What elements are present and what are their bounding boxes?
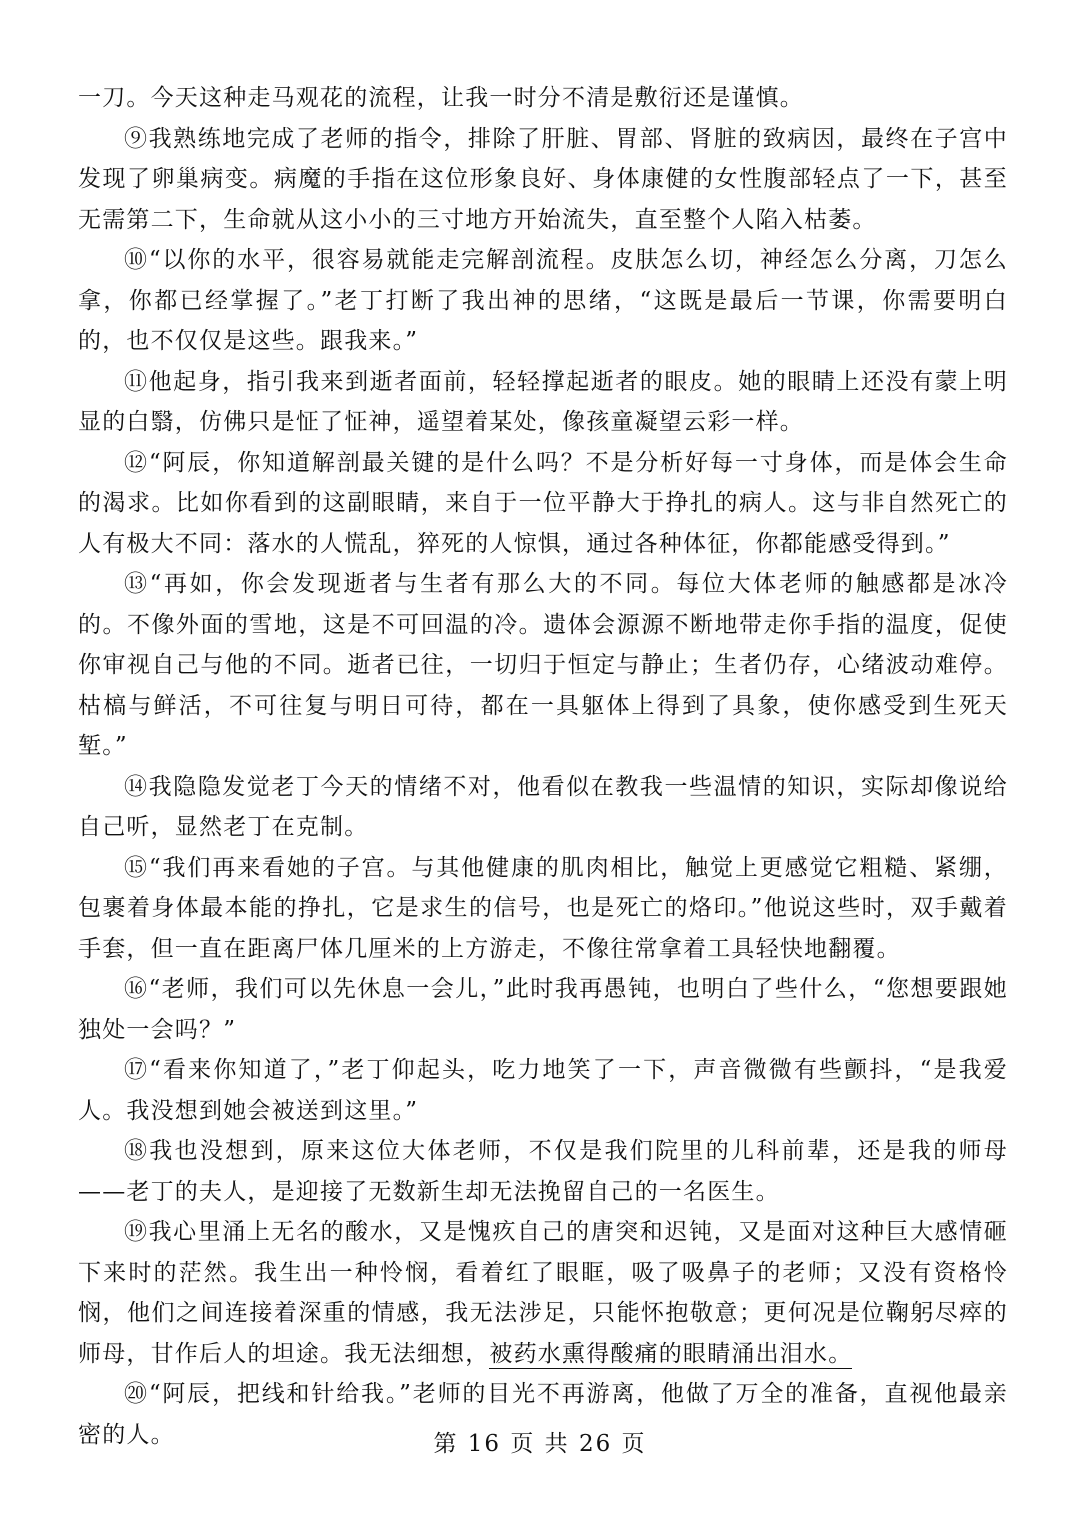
document-body: [78, 78, 1008, 1455]
paragraph-9: ⑨我熟练地完成了老师的指令，排除了肝脏、胃部、肾脏的致病因，最终在子宫中发现了卵巢病变。病魔的手指在这位形象良好、身体康健的女性腹部轻点了一下，甚至无需第二下，生命就从这小小的三寸地方开始流失，直至整个人陷入枯萎。: [78, 125, 1008, 233]
paragraph-12: ⑫“阿辰，你知道解剖最关键的是什么吗？不是分析好每一寸身体，而是体会生命的渴求。比如你看到的这副眼睛，来自于一位平静大于挣扎的病人。这与非自然死亡的人有极大不同：落水的人慌乱，猝死的人惊惧，通过各种体征，你都能感受得到。”: [78, 449, 1008, 557]
paragraph-10: ⑩“以你的水平，很容易就能走完解剖流程。皮肤怎么切，神经怎么分离，刀怎么拿，你都已经掌握了。”老丁打断了我出神的思绪，“这既是最后一节课，你需要明白的，也不仅仅是这些。跟我来。”: [78, 247, 1008, 354]
page-number-footer: 第 16 页 共 26 页: [433, 1431, 647, 1457]
paragraph-19-text: ⑲我心里涌上无名的酸水，又是愧疚自己的唐突和迟钝，又是面对这种巨大感情砸下来时的茫然。我生出一种怜悯，看着红了眼眶，吸了吸鼻子的老师；又没有资格怜悯，他们之间连接着深重的情感，我无法涉足，只能怀抱敬意；更何况是位鞠躬尽瘁的师母，甘作后人的坦途。我无法细想，: [78, 1219, 1008, 1367]
paragraph-continuation: 一刀。今天这种走马观花的流程，让我一时分不清是敷衍还是谨慎。: [78, 85, 804, 111]
paragraph-13: ⑬“再如，你会发现逝者与生者有那么大的不同。每位大体老师的触感都是冰冷的。不像外面的雪地，这是不可回温的冷。遗体会源源不断地带走你手指的温度，促使你审视自己与他的不同。逝者已往，一切归于恒定与静止；生者仍存，心绪波动难停。枯槁与鲜活，不可往复与明日可待，都在一具躯体上得到了具象，使你感受到生死天堑。”: [78, 571, 1008, 759]
paragraph-11: ⑪他起身，指引我来到逝者面前，轻轻撑起逝者的眼皮。她的眼睛上还没有蒙上明显的白翳，仿佛只是怔了怔神，遥望着某处，像孩童凝望云彩一样。: [78, 368, 1008, 435]
paragraph-19: [78, 1212, 1008, 1374]
paragraph-14: ⑭我隐隐发觉老丁今天的情绪不对，他看似在教我一些温情的知识，实际却像说给自己听，显然老丁在克制。: [78, 773, 1008, 840]
paragraph-17: ⑰“看来你知道了，”老丁仰起头，吃力地笑了一下，声音微微有些颤抖，“是我爱人。我没想到她会被送到这里。”: [78, 1057, 1008, 1124]
paragraph-16: ⑯“老师，我们可以先休息一会儿，”此时我再愚钝，也明白了些什么，“您想要跟她独处一会吗？”: [78, 976, 1008, 1043]
paragraph-15: ⑮“我们再来看她的子宫。与其他健康的肌肉相比，触觉上更感觉它粗糙、紧绷，包裹着身体最本能的挣扎，它是求生的信号，也是死亡的烙印。”他说这些时，双手戴着手套，但一直在距离尸体几厘米的上方游走，不像往常拿着工具轻快地翻覆。: [78, 854, 1008, 962]
paragraph-20: ⑳“阿辰，把线和针给我。”老师的目光不再游离，他做了万全的准备，直视他最亲密的人。: [78, 1381, 1008, 1448]
underlined-sentence: 被药水熏得酸痛的眼睛涌出泪水。: [489, 1340, 853, 1367]
paragraph-18: ⑱我也没想到，原来这位大体老师，不仅是我们院里的儿科前辈，还是我的师母——老丁的夫人，是迎接了无数新生却无法挽留自己的一名医生。: [78, 1138, 1008, 1205]
